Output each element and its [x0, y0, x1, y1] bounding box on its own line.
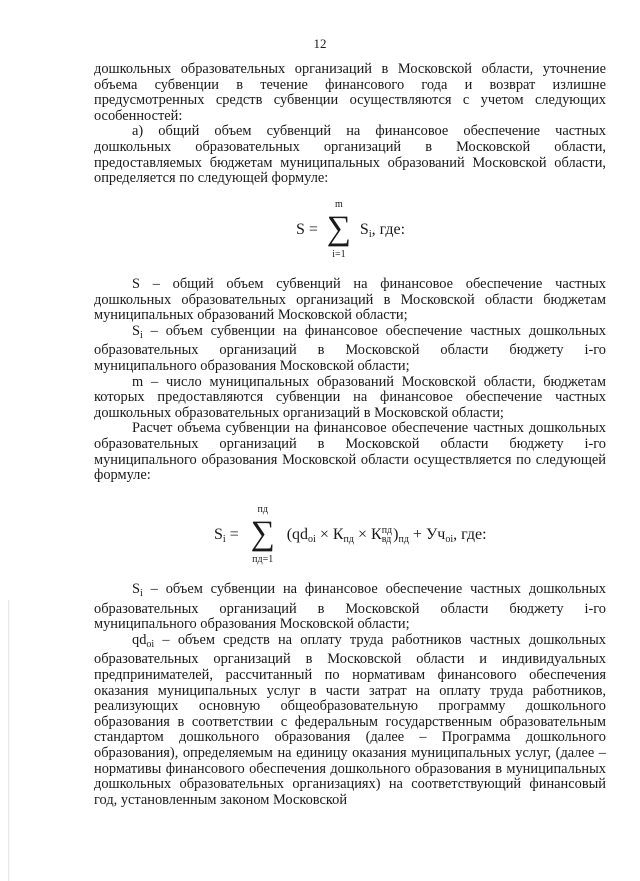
definition-m: m – число муниципальных образований Московской области, бюджетам которых предоставляются субвенции на финансовое обеспечение частных дошкольных образовательных организаций в Московской области; — [94, 373, 606, 421]
formula2-sum — [243, 505, 283, 565]
formula2-upper-limit: пд — [257, 504, 268, 515]
paragraph-item-a: а) общий объем субвенций на финансовое обеспечение частных дошкольных образовательных организаций в Московской области, предоставляемых бюджетам муниципальных образований Московской области, определяется по следующей формуле: — [94, 123, 606, 187]
text-block-definitions-2 — [94, 582, 606, 808]
text-block-definitions-1 — [94, 277, 606, 484]
scan-edge-shadow — [8, 600, 10, 881]
formula1-term: $S_i$ — [359, 220, 372, 240]
formula1-upper-limit: m — [335, 199, 343, 210]
formula1-lower-limit: i=1 — [332, 249, 346, 260]
definition-s: S – общий объем субвенций на финансовое обеспечение частных дошкольных образовательных организаций в Московской области бюджетам муниципальных образований Московской области; — [94, 276, 606, 324]
definition-qdoi: $qd_{oi}$ – объем средств на оплату труда работников частных дошкольных образовательных организаций в Московской области и индивидуальных предпринимателей, рассчитанный по нормативам финансового обеспечения оказания муниципальных услуг в части затрат на оплату труда работников, реализующих основную общеобразовательную программу дошкольного образования в соответствии с федеральным государственным образовательным стандартом дошкольного образования (далее – Программа дошкольного образования), определяемым на единицу оказания муниципальных услуг, (далее – нормативы финансового обеспечения дошкольного образования в муниципальных дошкольных образовательных организациях) на соответствующий финансовый год, установленным законом Московской — [94, 631, 606, 808]
sigma-symbol: ∑ — [326, 210, 352, 247]
text-block-intro — [94, 62, 606, 187]
definition-si-2: $S_i$ – объем субвенции на финансовое обеспечение частных дошкольных образовательных организаций в Московской области бюджету i-го муниципального образования Московской области; — [94, 581, 606, 633]
page-number: 12 — [313, 36, 327, 51]
paragraph-intro: дошкольных образовательных организаций в Московской области, уточнение объема субвенции в течение финансового года и возврат излишне предусмотренных средств субвенции осуществляются с учетом следующих особенностей: — [94, 61, 606, 124]
paragraph-calc-intro: Расчет объема субвенции на финансовое обеспечение частных дошкольных образовательных организаций в Московской области бюджету i-го муниципального образования Московской области осуществляется по следующей формуле: — [94, 420, 606, 484]
definition-si: $S_i$ – объем субвенции на финансовое обеспечение частных дошкольных образовательных организаций в Московской области бюджету i-го муниципального образования Московской области; — [94, 322, 606, 374]
formula1-sum — [322, 200, 356, 260]
formula2-body: ($qd_{oi} \times К_{пд} \times К$ пд вд )$_{пд} + Уч_{oi}$, где: — [286, 524, 487, 545]
formula1-tail: , где: — [371, 221, 406, 238]
formula1-lhs: S = — [296, 221, 318, 238]
sigma-symbol: ∑ — [250, 515, 275, 552]
formula2-lhs: $S_i$ = — [214, 525, 239, 545]
formula2-lower-limit: пд=1 — [252, 554, 274, 565]
